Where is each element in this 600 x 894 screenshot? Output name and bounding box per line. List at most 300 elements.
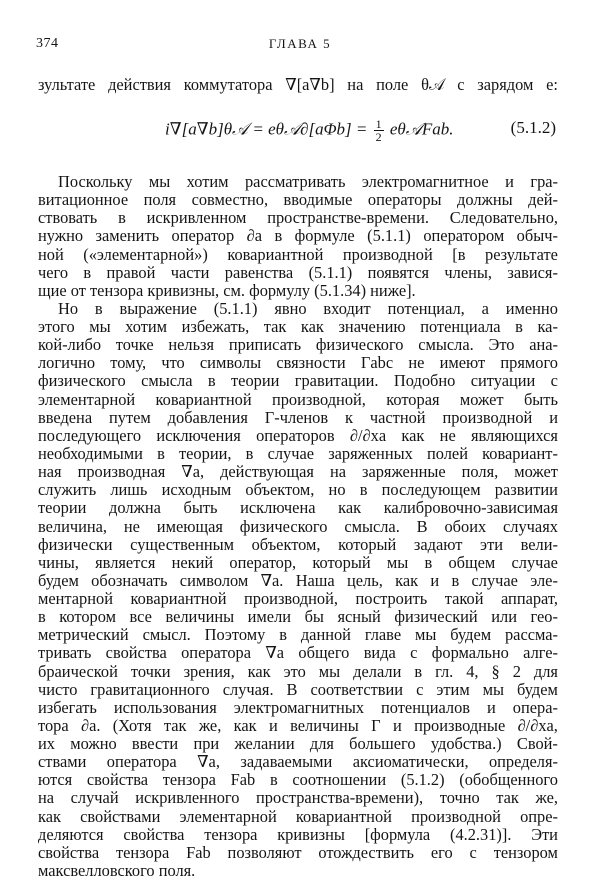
word: заряженных [328,444,413,463]
word: калибровочно-зависимая [383,498,558,517]
word: ана- [529,335,558,354]
text-line [38,589,558,609]
word: формуле [294,226,355,245]
word: нужно [38,226,84,245]
word: (5.1.1) [367,226,411,245]
word: физически [38,535,113,554]
word: рассма- [504,625,558,644]
word: имели [247,607,292,626]
word: имеют [439,353,486,372]
text-line [38,317,558,337]
word: свойства [105,643,167,662]
word: теории, [178,444,232,463]
word: в [274,226,283,245]
equation-lhs: i∇[a∇b]θ𝒜 = eθ𝒜∂[aΦb] = [165,119,368,139]
text-line [58,172,558,192]
text-line [38,444,558,464]
text-line: щие от тензора кривизны, см. формулу (5.1.34) ниже]. [38,281,416,300]
text-line [38,371,558,391]
word: так [263,317,287,336]
word: и [549,408,558,427]
word: чины, [38,553,79,572]
word: отождествить [318,843,415,862]
word: производной [342,245,433,264]
word: которая [386,390,440,409]
word: объектом, [251,535,321,554]
word: путем [109,408,151,427]
word: Γabc [360,353,394,372]
word: в [94,299,103,318]
word: символом [179,571,249,590]
word: формально [431,643,509,662]
word: Fab [230,770,256,789]
word: можно [70,734,117,753]
word: Свой- [516,734,558,753]
text-line [38,245,558,265]
word: с [410,643,418,662]
text-line [58,299,558,319]
word: действующая [220,462,314,481]
word: выражение [119,299,197,318]
word: избежать, [181,317,250,336]
word: элементарной [38,390,136,409]
word: и [505,172,514,191]
word: ной [38,245,64,264]
word: должна [109,498,161,517]
word: появятся [367,263,430,282]
word: на [347,75,364,94]
word: хотим [186,172,229,191]
word: случаях [503,517,558,536]
word: в [245,444,254,463]
word: [в [452,245,466,264]
word: как [38,807,61,826]
word: этого [38,317,75,336]
text-line [38,390,558,410]
word: (5.1.1) [213,299,258,318]
word: производные [414,716,506,735]
word: [формула [364,825,431,844]
word: может [459,390,504,409]
word: же, [198,716,222,735]
word: который [338,535,397,554]
word: ковариантной [227,245,324,264]
word: в [414,662,423,681]
word: опера- [512,698,558,717]
word: что [161,353,185,372]
word: обоих [444,517,487,536]
word: построить [355,589,428,608]
word: элементарной [179,807,277,826]
word: в [359,480,368,499]
word: ∂/∂xa [349,426,387,445]
word: будем [450,625,492,644]
word: в [269,770,278,789]
word: Подобно [393,371,456,390]
word: витационное [38,190,129,209]
word: равенства [224,263,294,282]
word: ковариантной [295,807,392,826]
word: ются [38,770,73,789]
word: мы [148,172,171,191]
word: В [416,517,428,536]
word: Fab [186,843,211,862]
word: величина, [38,517,108,536]
word: ∂a [246,226,262,245]
word: лишь [110,480,148,499]
word: теории [231,371,280,390]
word: заряженные [361,462,446,481]
word: являющихся [471,426,558,445]
word: так [163,716,187,735]
word: как [300,317,324,336]
word: 2 [512,662,521,681]
word: такой [444,589,484,608]
word: физического [315,335,404,354]
word: и [392,716,402,735]
text-line [38,353,558,373]
word: мы [318,662,341,681]
word: тензором [493,843,558,862]
word: логично [38,353,96,372]
word: задаваемыми [240,752,333,771]
equation-body [165,118,454,143]
word: коммутатора [183,75,273,94]
text-line [38,734,558,754]
word: свойства [86,770,149,789]
word: операторов [256,426,335,445]
word: искривленного [135,788,240,807]
text-line [38,825,558,845]
equation-fraction [374,118,384,143]
text-line [38,426,558,446]
word: оператор, [229,553,297,572]
word: рассматривать [244,172,346,191]
word: а [481,299,489,318]
word: части [170,263,210,282]
word: и [430,571,440,590]
word: нельзя [168,335,215,354]
word: свойства [123,825,185,844]
text-line [38,625,558,645]
word: Но [58,299,79,318]
word: (5.1.1) [308,263,353,282]
word: определя- [488,752,558,771]
word: ковариантной [155,390,252,409]
text-line [38,788,558,808]
word: мы [89,317,111,336]
word: в [451,571,460,590]
word: смысла. [418,335,474,354]
text-line [38,716,558,736]
word: ∂/∂xa, [517,716,558,735]
word: развитии [494,480,558,499]
text-line [38,190,558,210]
word: Поскольку [58,172,133,191]
word: данной [300,625,351,644]
word: свойства [38,843,100,862]
word: (Хотя [112,716,152,735]
word: и [487,698,496,717]
word: на [329,462,346,481]
word: значению [338,317,406,336]
text-line [38,208,558,228]
word: производной [411,807,501,826]
word: позволяют [227,843,302,862]
word: в [157,444,165,463]
word: в [279,625,287,644]
word: точке [115,335,154,354]
word: котором [59,607,116,626]
text-line [38,480,558,500]
word: как [395,571,419,590]
equation-number: (5.1.2) [510,118,556,137]
word: оператора [106,752,177,771]
word: гра- [530,172,558,191]
word: не [123,517,140,536]
word: связности [276,353,346,372]
text-line [38,698,558,718]
word: браической [38,662,118,681]
text-line [38,498,558,518]
word: цель, [347,571,383,590]
word: будем [38,571,79,590]
word: (5.1.2) [400,770,445,789]
word: потенциал, [387,299,465,318]
word: кой-либо [38,335,102,354]
word: и [268,716,278,735]
word: смысла [141,371,193,390]
word: оператором [423,226,505,245]
word: тензора [115,843,170,862]
word: в [207,371,216,390]
text-line [38,643,558,663]
text-line [38,807,558,827]
word: при [193,734,220,753]
word: θ𝒜 [421,75,445,94]
text-line [38,553,558,573]
word: главе [364,625,402,644]
text-line [38,226,558,246]
word: может [514,462,558,481]
word: соответствии [310,680,404,699]
word: Γ-членов [264,408,329,427]
word: является [95,553,156,572]
word: случая. [222,680,274,699]
word: введена [38,408,93,427]
word: алге- [523,643,558,662]
word: пространстве-времени. [267,208,429,227]
word: быть [523,390,558,409]
word: случае [471,571,518,590]
word: § [491,662,500,681]
word: физического [239,517,328,536]
word: ковариант- [482,444,558,463]
word: как [338,498,362,517]
word: заменить [95,226,160,245]
text-line [38,843,558,863]
word: мы [482,680,505,699]
equation-rhs: eθ𝒜Fab. [389,119,454,139]
word: потенциала [420,317,501,336]
word: ∇a, [197,752,220,771]
text-line [38,662,558,682]
word: объектом, [245,480,315,499]
word: с [457,75,465,94]
word: тривать [38,643,92,662]
word: Поэтому [204,625,266,644]
word: бы [304,607,324,626]
word: зарядом [477,75,534,94]
word: поля, [461,462,499,481]
word: пространства-времени), [256,788,424,807]
word: в [83,263,92,282]
word: опре- [520,807,558,826]
word: но [328,480,346,499]
word: все [129,607,152,626]
word: производной, [271,390,366,409]
word: прямого [500,353,558,372]
word: аксиоматически, [352,752,469,771]
word: ситуации [470,371,536,390]
fraction-numerator: 1 [375,117,382,131]
word: не [408,353,425,372]
word: на [38,788,55,807]
word: явно [274,299,307,318]
word: исходным [161,480,232,499]
word: общего [298,643,350,662]
word: производной [442,408,533,427]
word: зультате [38,75,96,94]
text-line [38,263,558,283]
word: ввести [131,734,179,753]
word: тензора [204,825,258,844]
text-line [38,571,558,591]
word: с [416,680,424,699]
word: как [247,662,271,681]
word: их [38,734,55,753]
word: ∂a. [80,716,101,735]
word: будем [517,680,558,699]
text-line [38,462,558,482]
text-line [38,752,558,772]
word: поле [376,75,409,94]
word: оператора [181,643,252,662]
word: последующего [38,426,142,445]
word: совместно, [191,190,269,209]
word: или [491,607,517,626]
word: для [533,662,558,681]
word: величины [165,607,235,626]
word: соотношении [292,770,387,789]
word: к [345,408,353,427]
word: оператор [171,226,235,245]
word: физического [38,371,126,390]
word: свойствами [80,807,161,826]
word: вводимые [283,190,353,209]
word: входит [323,299,371,318]
text-line [38,770,558,790]
word: (обобщенного [459,770,558,789]
word: гравитационного [90,680,210,699]
word: тензора [162,770,216,789]
word: так [496,788,519,807]
word: хотим [125,317,168,336]
word: ∇a [265,643,285,662]
word: электромагнитных [233,698,365,717]
word: с [550,371,558,390]
word: который [312,553,371,572]
running-head: ГЛАВА 5 [268,36,332,51]
word: вида [363,643,396,662]
word: ная [38,462,62,481]
word: аппарат, [500,589,558,608]
word: эти [480,535,504,554]
word: обыч- [516,226,558,245]
word: общем [448,553,496,572]
word: случае [267,444,315,463]
equation-5-1-2 [0,118,600,144]
word: кривизны [277,825,345,844]
word: как [233,716,257,735]
word: имеющая [156,517,223,536]
word: точно [439,788,480,807]
text-line [38,408,558,428]
word: в [38,607,46,626]
word: гео- [530,607,558,626]
word: ∇a. [260,571,284,590]
word: исключения [156,426,241,445]
word: должны [457,190,513,209]
word: ∇a, [181,462,205,481]
word: Следовательно, [449,208,558,227]
word: чего [38,263,69,282]
word: ∇[a∇b] [285,75,335,94]
word: большего [349,734,416,753]
word: деляются [38,825,104,844]
intro-line [38,75,558,95]
word: мы [386,553,409,572]
word: необходимыми [38,444,143,463]
word: теории [38,498,87,517]
word: случае [511,553,558,572]
word: завися- [507,263,558,282]
word: символы [199,353,262,372]
word: избегать [38,698,97,717]
page-header [36,36,564,56]
word: ствами [38,752,87,771]
word: члены, [444,263,493,282]
word: тому, [110,353,147,372]
word: эле- [530,571,558,590]
text-line [38,335,558,355]
word: величины [290,716,359,735]
word: производная [77,462,166,481]
word: зрения, [183,662,235,681]
word: физический [394,607,478,626]
word: гравитации. [294,371,379,390]
text-line [38,535,558,555]
word: этим [436,680,470,699]
word: существенным [130,535,234,554]
word: гл. [435,662,454,681]
word: не [439,426,456,445]
word: В [286,680,298,699]
word: в [424,553,433,572]
word: быть [183,498,218,517]
word: Эти [531,825,558,844]
word: именно [505,299,558,318]
